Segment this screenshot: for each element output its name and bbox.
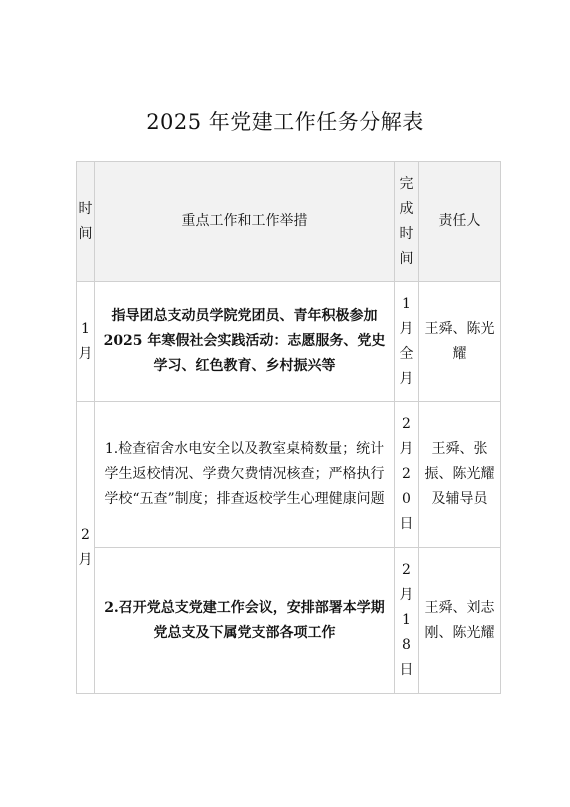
table-row (77, 402, 501, 548)
owner-cell: 王舜、张振、陈光耀及辅导员 (419, 402, 501, 548)
table-row (77, 548, 501, 694)
task-cell: 2.召开党总支党建工作会议，安排部署本学期党总支及下属党支部各项工作 (95, 548, 395, 694)
table-row (77, 282, 501, 402)
deadline-cell: 2月18日 (395, 548, 419, 694)
month-cell: 1月 (77, 282, 95, 402)
deadline-cell: 1月全月 (395, 282, 419, 402)
month-cell: 2月 (77, 402, 95, 694)
header-owner: 责任人 (419, 162, 501, 282)
task-cell: 指导团总支动员学院党团员、青年积极参加 2025 年寒假社会实践活动：志愿服务、党史学习、红色教育、乡村振兴等 (95, 282, 395, 402)
deadline-cell: 2月20日 (395, 402, 419, 548)
header-deadline: 完成时间 (395, 162, 419, 282)
owner-cell: 王舜、刘志刚、陈光耀 (419, 548, 501, 694)
task-cell: 1.检查宿舍水电安全以及教室桌椅数量；统计学生返校情况、学费欠费情况核查；严格执行学校“五查”制度；排查返校学生心理健康问题 (95, 402, 395, 548)
owner-cell: 王舜、陈光耀 (419, 282, 501, 402)
task-breakdown-table (76, 161, 501, 694)
header-task: 重点工作和工作举措 (95, 162, 395, 282)
table-header-row (77, 162, 501, 282)
header-month: 时间 (77, 162, 95, 282)
document-title: 2025 年党建工作任务分解表 (146, 110, 424, 134)
